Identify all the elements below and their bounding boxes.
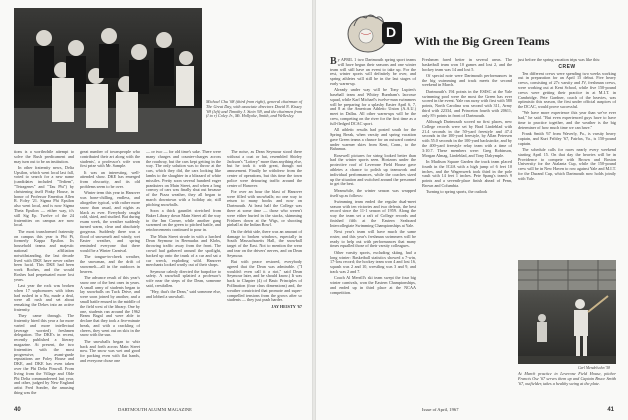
footer-text: DARTMOUTH ALUMNI MAGAZINE bbox=[118, 407, 192, 412]
paragraph: They came through. The fraternity hired this year a far more varied and more intellectual (average worried) freshmen delegation. The DKE's in recent, recently published a literary magazine. At present, the two fraternities with the most progressive, avant-garde reputations are Foley House and DKE, and DKE has even taken over the Phi Delta Pinwall. From living from the Village and Olde Phi Delta commandeered last year, and other, judged by New England artist Fred Sonder, the amusing thing was the bbox=[14, 313, 74, 396]
paragraph: But with peace restored, everybody agreed that the Dean was admirable. ("I wouldn't even call it a riot," said Dean Seymour later, and he should know.) It was back to Chapter (4) of Basic Principles of Pollination (four class dimensions) and, the weather constricted that promote and super-compelled tensions from the grows after so students — they just push harder. bbox=[227, 259, 302, 303]
paragraph: The snowballs began to whir back and forth across Main Street now. The snow was wet and good for packing even with flat hands, and everyone chose one bbox=[80, 338, 140, 363]
paragraph: In other fraternity news, Delta Upsilon, which went local last fall, voted to search for a new name (candidates included "Tediem", "Tetragenes" and "Tau Phi") by christening itself Pinky House, in honor of Professor Emeritus Allen R. Foley '21. Sigma Phi Epsilon also went local, and is now Sigma Theta Epsilon — either way, it's still Sig Ep. Twelve of the 24 fraternities on campus are now local. bbox=[14, 164, 74, 228]
paragraph: Ten different crews were spending two weeks working out in preparation for an April 15 debut. Five heavy crews, consisting of 27c varsity and JV, freshman crews, were working out at Kent School, while five 150-pound crews were getting their practice in at M.I.T. in Cambridge. Pete Gardner, coach of the heavies, was optimistic this season, the first under official auspices of the DCAC, would prove successful. bbox=[518, 70, 616, 110]
paragraph: The most transformed fraternity on campus this year is Phi Pi, formerly Kappa Epsilon. Its household teams and majestic national affiliation notwithstanding, the last decade lived with DKE have never rather been lucid. This DKE had been work Roches, and the would Roshes had perpetuated more lost years. bbox=[14, 228, 74, 282]
page-number: 41 bbox=[607, 407, 614, 413]
photo-caption bbox=[206, 100, 302, 119]
paragraph: "Hey, that's the Dean," said someone else, and lobbed a snowball. bbox=[146, 289, 221, 300]
page-number: 40 bbox=[14, 407, 21, 413]
right-column-2 bbox=[422, 58, 512, 197]
paragraph: All athletic results had posted south for the Spring Break, when varsity and spring vacation gave Green teams a chance for an outward contest under warmer skies from Kent, Conn., to the Bahamas. bbox=[330, 127, 416, 152]
paragraph: The tongue-in-cheek weather, the snowman, and the drift of snowmelt—all in the outdoors in heaven. bbox=[80, 254, 140, 274]
left-column-2 bbox=[80, 150, 140, 365]
photo-credit: Carl Mendelsohn '58 bbox=[578, 366, 611, 370]
paragraph: It was an interesting, well-attended show. DKE has emerged from obscurity, and its old problems seem to be over. bbox=[80, 169, 140, 190]
paragraph: For over an hour the blast of Hanover were filled with snowballs; no one way to return to many books and now on Dartmouth. At least half the College was there at some time — those who weren't were either buried in the stacks, skimming Frisbees down at the Wigs, or shooting pinball at the Indian Bowl. bbox=[227, 188, 302, 228]
baseball-photo bbox=[518, 260, 616, 364]
left-page bbox=[0, 0, 312, 420]
paragraph: Winter term this year in Hanover was bone-chilling, endless, and altogether typical, with rather more snow than usual, and nights as black as ever. Everybody caught cold, skied, and studied. But during exam week, the weather suddenly turned warm, clear and absolutely gorgeous. Suddenly there was a flood of snowmelt and windy, wet Easter weather, and spring reminded everyone that there would be a Winter Carnival. bbox=[80, 190, 140, 253]
right-page bbox=[316, 0, 628, 420]
paragraph: Next year's team will have much the same roster, and this year's freshman swimmers will be ready to help out with performances that many times equalled those of their varsity colleagues. bbox=[330, 229, 416, 249]
paragraph: Other varsity sports, excluding skiing, had a long winter: Basketball statistics showed a 7-win, 17-loss record; the hockey team won 4 and lost 16, squash was 2 and 10, wrestling was 3 and 9, and track was 2 and 7. bbox=[330, 249, 416, 274]
paragraph: The Main Street strode in with a lurched Dean Seymour in Bermudas and Klobs, throwing traffic away from the front. The crowd had gathered around the spotlight, backed up onto the trunk of a car and sat a car wreck, exploding wild. Hanover merchants looked warily out of their shops. bbox=[146, 233, 221, 268]
right-column-3 bbox=[518, 58, 616, 183]
paragraph: Swimming team ended the regular dual-meet season with ten victories and two defeats, the best record since the 11-1 season of 1959. Along the way the team set a raft of College records and finished fifth at the Eastern Seaboard Intercollegiate Swimming Championships at Yale. bbox=[330, 198, 416, 228]
author-signoff bbox=[227, 305, 302, 310]
paragraph: The schedule calls for races nearly every weekend starting April 15. On that day the heavies will be in Providence to compete with Brown and Boston University for the Atalanta Cup, while the 150-pound crew will be in New Haven to row against Yale and M.I.T. for the Durand Cup, which Dartmouth now holds jointly with Yale. bbox=[518, 147, 616, 181]
paragraph: The noise, as Dean Seymour stood there without a coat or hat, resembled Shirley Jackson's "Lottery" more than anything else, but he took it with great, though not amusement. Finally he withdrew from the center of operations, but this time the town police were detouring traffic around the center of Hanover. bbox=[227, 149, 302, 188]
baseball-photo-art bbox=[518, 260, 616, 364]
team-logo bbox=[344, 10, 404, 56]
paragraph: Dartmouth's 194 points in the ESISC at the Yale swimming pool were the most the Green has ever scored in the event. Yale ran away with first with 580 points, North Carolina was second with 311, Army third with 22334, and Princeton fourth with 20611, only 8½ points in front of Dartmouth. bbox=[422, 88, 512, 118]
paragraph: — or two — for old time's sake. There were many charges and counter-charges across the roadway, but the cars kept getting in the way. The only solution was to throw at the cars, which they did, the cars looking like lambs to the slaughter in a blizzard of white missiles. Pretty soon several hundred eager pranksters on Main Street, and when a long convoy of cars was finally shut out because of the Pizza weather, they all began to march downtown with a holiday air, still pitching snowballs. bbox=[146, 149, 221, 207]
paragraph: The advance result of this year's snow one of the best ones in years. A small army of students began to lay snowballs on Tuck Drive, and were soon joined by another, and a small battle ensued in the middle of the field west of the library. One by one, students ran around the 1962 Beam Bagal and were able to declare that they took a five-minute break, and with a crackling of cheers, they went out on skis in the snow with the sun. bbox=[80, 274, 140, 338]
paragraph bbox=[330, 58, 416, 87]
paragraph: Turning to spring sports, the outlook bbox=[426, 189, 488, 195]
left-column-1 bbox=[14, 150, 74, 397]
paragraph: On the debit side, there was an amount of damage to broken windows, especially in South Massachusetts Hall, the snowball target of the East. Not to mention the wear and tear on the drivers' nerves, and on Dean Seymour. bbox=[227, 228, 302, 258]
crew-heading: CREW bbox=[558, 63, 576, 70]
paragraph: tions is a worthwhile attempt to solve the Rush predicament and may turn out to be an institution. bbox=[14, 149, 74, 164]
paragraph: Although Dartmouth scored no first places, new College records were set by Brad Lindeblad with 21.4 seconds in the 50-yard freestyle and 47.4 seconds in the 100-yard freestyle, by Allan Petersen with 55.0 seconds in the 100-yard backstroke, and by the 400-yard freestyle relay team with a time of 3:10.7. These members were: Greg Robinson, Morgan Almag, Lindeblad, and Tony Dalrymple. bbox=[422, 119, 512, 158]
paragraph: Soon a thick gauntlet stretched from Baker Library down Main Street all the way to the Inn Corner, while another gang swarmed on the green to pitched battle, and reinforcements continued to pour in. bbox=[146, 208, 221, 233]
paragraph: Frank Smith '67 from Waverly, Pa., is varsity heavy captain, and Kurt Fribley '67, Fairfax, Va., is 150-pound captain. bbox=[518, 131, 616, 146]
paragraph: Freshmen fared better in several areas. The basketball team won 10 games and lost 2, and the hockey team was 14 and lost 5. bbox=[422, 57, 512, 72]
photo-caption-text: Michael Chu '68 (third from right), general chairman of The Great Day, with associate directors David N. Kissey '69 (left) and Timothy J. Stein '69, and the chairmen from (l to r) Coley Jr., Mt. Hollyoke, Smith, and Wellesley. bbox=[206, 99, 302, 119]
footer-text: Issue of April, 1967 bbox=[422, 407, 459, 412]
paragraph-text: y APRIL 1 two Dartmouth spring sport teams will have begun their seasons and one winter team will still have an event to take up. For the rest, winter sports will definitely be over, and spring athletes will still be in the last stages of early warm-up. bbox=[330, 57, 416, 86]
paragraph: In Madison Square Garden the track team placed fourth in the IC4A with a high jump of 6 feet 10 inches, and the Wagenwerk took third in the pole vault with 14 feet 1 inches. Pete Spang's team's 9 points and a seventh-place finish ahead of Penn, Brown and Columbia. bbox=[422, 158, 512, 188]
photo-caption bbox=[518, 372, 616, 386]
paragraph: just before the spring vacation trips was like this: bbox=[518, 57, 601, 62]
logo-letter: D bbox=[386, 24, 397, 40]
author-signoff-text: JAY HEISTY '67 bbox=[271, 303, 302, 309]
paragraph: Last year the rock was broken when 17 sophomores with ideas had rushed in a Nu, made a deal, were all rush and set about remaking the Dekes into an active fraternity. bbox=[14, 283, 74, 312]
paragraph: Of special note were Dartmouth performances in the big swimming and track meets the second weekend in March. bbox=[422, 72, 512, 88]
photo-caption-text: At March practice in Leverone Field House, pitcher Francis Ose '67 serves them up and Captain Bruce Smith '67, outfielder, takes a healthy swing at the plate. bbox=[518, 371, 616, 386]
section-heading: With the Big Green Teams bbox=[414, 34, 550, 48]
paragraph: "We have more experience this year than we've ever had," he said. "But even experienced guys have to have time to practice together, and the weather is the big determiner of how much time we can have." bbox=[518, 110, 616, 130]
paragraph: Seymour calmly directed the barpolice to safety. A snowball splatted a professor's wife near the steps of the Dean, someone said, crestfallen. bbox=[146, 268, 221, 289]
drop-cap: B bbox=[330, 56, 337, 67]
paragraph: Coach Al Merrill's ski team swept the four big winter carnivals, won the Eastern Championships, and ended up in third place at the NCAA competition. bbox=[330, 275, 416, 295]
paragraph: Rosewell pictures for string looked better than had the winter sports seen. Horizons under the protective roof of Leverone Field House gave athletes a chance to polish up teamwork and individual performances, while the coaches sized up the situation and switched around the personnel to get the best. bbox=[330, 152, 416, 187]
left-column-3 bbox=[146, 150, 302, 310]
paragraph: Already under way will be Tony Lupien's baseball team and Whitey Burnham's lacrosse squad, while Karl Michael's twelve-man swimmers will be preparing for a splashy Easter April 6, 7, and 8 at the American Athletic Union (A.A.U.) meet in Dallas. All other warm-ups will be the crew, competing on the river for the first time as a full-fledged DCAC sport. bbox=[330, 87, 416, 126]
group-photo bbox=[14, 8, 202, 144]
group-photo-art bbox=[14, 8, 202, 144]
paragraph: great number of townspeople who contributed their art along with the students', a professor's wife won first prize with Mr. Sample. bbox=[80, 149, 140, 169]
right-column-1 bbox=[330, 58, 416, 297]
paragraph: Meanwhile, the winter season was wrapped itself up as follows: bbox=[330, 187, 416, 198]
